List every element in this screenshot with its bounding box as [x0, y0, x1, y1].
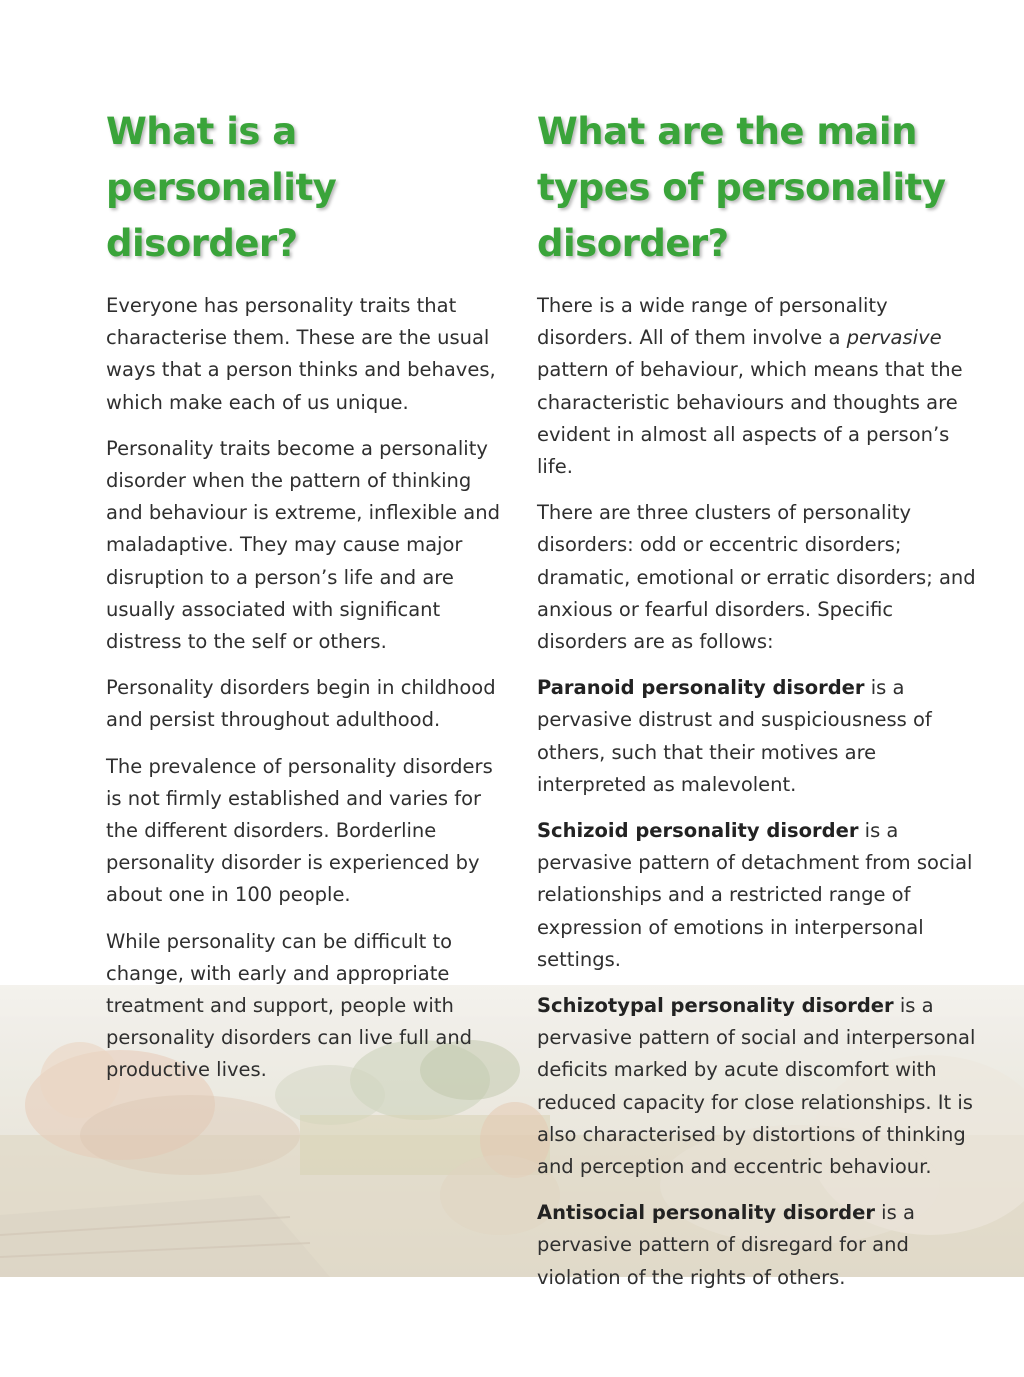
disorder-term: Schizoid personality disorder [537, 819, 859, 843]
disorder-description: is a pervasive pattern of disregard for and violation of the rights of others. [537, 1201, 915, 1289]
disorder-description: is a pervasive pattern of detachment from social relationships and a restricted range of expression of emotions in interpersonal settings. [537, 819, 973, 971]
disorder-schizotypal [537, 990, 987, 1183]
left-paragraph-5: While personality can be difficult to change, with early and appropriate treatment and support, people with personality disorders can live full and productive lives. [106, 929, 473, 1082]
left-paragraph-4: The prevalence of personality disorders is not firmly established and varies for the different disorders. Borderline personality disorder is experienced by about one in 100 people. [106, 754, 493, 907]
intro-text-before: There is a wide range of personality disorders. All of them involve a [537, 294, 888, 350]
right-clusters-paragraph: There are three clusters of personality disorders: odd or eccentric disorders; dramatic, emotional or erratic disorders; and anxious or fearful disorders. Specific disorders are as follows: [537, 501, 976, 654]
disorder-description: is a pervasive pattern of social and interpersonal deficits marked by acute discomfort with reduced capacity for close relationships. It is also characterised by distortions of thinking and perception and eccentric behaviour. [537, 994, 976, 1179]
left-paragraph-1: Everyone has personality traits that characterise them. These are the usual ways that a person thinks and behaves, which make each of us unique. [106, 294, 496, 414]
disorder-term: Paranoid personality disorder [537, 676, 865, 700]
left-heading: What is a personality disorder? [106, 110, 337, 265]
disorder-schizoid [537, 815, 987, 976]
disorder-term: Schizotypal personality disorder [537, 994, 894, 1018]
intro-emphasis: pervasive [846, 326, 942, 350]
right-column [537, 104, 987, 1308]
right-intro-paragraph [537, 290, 987, 483]
disorder-paranoid [537, 672, 987, 801]
left-column [106, 104, 506, 1101]
left-paragraph-2: Personality traits become a personality disorder when the pattern of thinking and behaviour is extreme, inflexible and maladaptive. They may cause major disruption to a person’s life and are usually associated with significant distress to the self or others. [106, 436, 500, 654]
right-heading: What are the main types of personality disorder? [537, 110, 946, 265]
left-paragraph-3: Personality disorders begin in childhood and persist throughout adulthood. [106, 676, 496, 732]
disorder-antisocial [537, 1197, 987, 1294]
disorder-term: Antisocial personality disorder [537, 1201, 875, 1225]
disorder-description: is a pervasive distrust and suspiciousness of others, such that their motives are interpreted as malevolent. [537, 676, 932, 796]
intro-text-after: pattern of behaviour, which means that the characteristic behaviours and thoughts are evident in almost all aspects of a person’s life. [537, 358, 963, 479]
